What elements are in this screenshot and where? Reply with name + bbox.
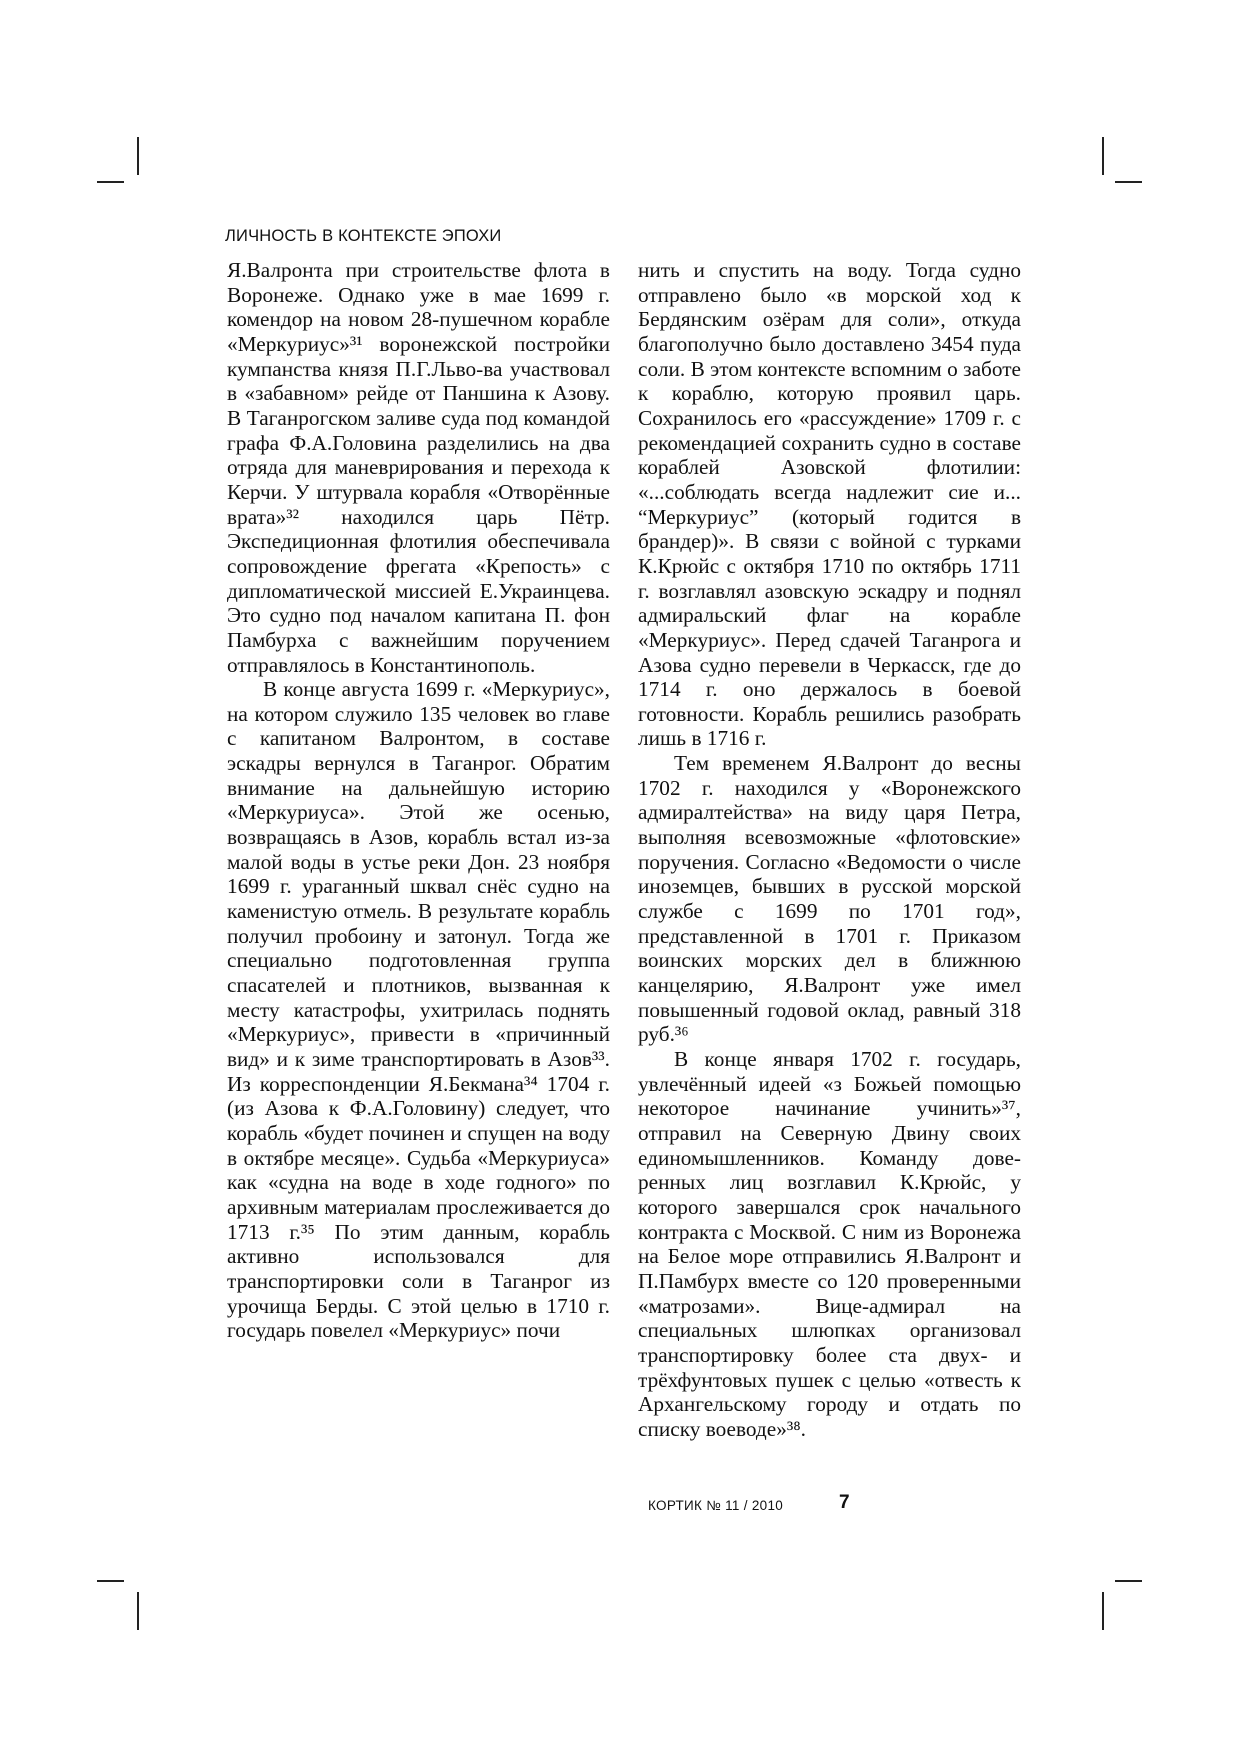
crop-mark-top-left-horizontal — [97, 181, 124, 183]
article-paragraph: В конце августа 1699 г. «Меркуриус», на котором служило 135 человек во главе с капитаном Валронтом, в составе эскадры вернулся в Таганрог. Обратим внимание на дальнейшую историю «Меркуриуса». Этой же осенью, возвращаясь в Азов, корабль встал из-за малой воды в устье реки Дон. 23 ноября 1699 г. ураганный шквал снёс судно на каменистую отмель. В результате корабль получил пробоину и затонул. Тогда же специально подготовленная группа спасателей и плотников, вызванная к месту катастрофы, ухитрилась поднять «Меркуриус», привести в «причинный вид» и к зиме транспортировать в Азов³³. Из корреспонденции Я.Бекмана³⁴ 1704 г. (из Азова к Ф.А.Головину) следует, что корабль «будет починен и спущен на воду в октябре месяце». Судьба «Меркуриуса» как «судна на воде в ходе годного» по архивным материалам прослеживается до 1713 г.³⁵ По этим данным, корабль активно использовался для транспортировки соли в Таганрог из урочища Берды. С этой целью в 1710 г. государь повелел «Меркуриус» почи — [227, 677, 610, 1343]
footer-magazine-issue: КОРТИК № 11 / 2010 — [648, 1498, 784, 1513]
crop-mark-bottom-right-horizontal — [1115, 1580, 1142, 1582]
article-column-right — [638, 258, 1021, 1442]
crop-mark-bottom-left-vertical — [137, 1592, 139, 1630]
page-number: 7 — [839, 1492, 850, 1513]
crop-mark-top-left-vertical — [137, 137, 139, 175]
crop-mark-top-right-vertical — [1102, 137, 1104, 175]
crop-mark-bottom-left-horizontal — [97, 1580, 124, 1582]
running-header: ЛИЧНОСТЬ В КОНТЕКСТЕ ЭПОХИ — [225, 227, 502, 245]
article-column-left — [227, 258, 610, 1343]
crop-mark-top-right-horizontal — [1115, 181, 1142, 183]
article-paragraph: В конце января 1702 г. государь, увлечённый идеей «з Божьей помощью некоторое начинание учинить»³⁷, отправил на Северную Двину своих единомышленников. Команду доверенных лиц возглавил К.Крюйс, у которого завершался срок начального контракта с Москвой. С ним из Воронежа на Белое море отправились Я.Валронт и П.Памбурх вместе со 120 проверенными «матрозами». Вице-адмирал на специальных шлюпках организовал транспортировку более ста двух- и трёхфунтовых пушек с целью «отвесть к Архангельскому городу и отдать по списку воеводе»³⁸. — [638, 1047, 1021, 1441]
article-paragraph: Я.Валронта при строительстве флота в Воронеже. Однако уже в мае 1699 г. комендор на новом 28-пушечном корабле «Меркуриус»³¹ воронежской постройки кумпанства князя П.Г.Льво-ва участвовал в «забавном» рейде от Паншина к Азову. В Таганрогском заливе суда под командой графа Ф.А.Головина разделились на два отряда для маневрирования и перехода к Керчи. У штурвала корабля «Отворённые врата»³² находился царь Пётр. Экспедиционная флотилия обеспечивала сопровождение фрегата «Крепость» с дипломатической миссией Е.Украинцева. Это судно под началом капитана П. фон Памбурха с важнейшим поручением отправлялось в Константинополь. — [227, 258, 610, 677]
article-paragraph: нить и спустить на воду. Тогда судно отправлено было «в морской ход к Бердянским озёрам для соли», откуда благополучно было доставлено 3454 пуда соли. В этом контексте вспомним о заботе к кораблю, которую проявил царь. Сохранилось его «рассуждение» 1709 г. с рекомендацией сохранить судно в составе кораблей Азовской флотилии: «...соблюдать всегда надлежит сие и... “Меркуриус” (который годится в брандер)». В связи с войной с турками К.Крюйс с октября 1710 по октябрь 1711 г. возглавлял азовскую эскадру и поднял адмиральский флаг на корабле «Меркуриус». Перед сдачей Таганрога и Азова судно перевели в Черкасск, где до 1714 г. оно держалось в боевой готовности. Корабль решились разобрать лишь в 1716 г. — [638, 258, 1021, 751]
article-paragraph: Тем временем Я.Валронт до весны 1702 г. находился у «Воронежского адмиралтейства» на виду царя Петра, выполняя всевозможные «флотовские» поручения. Согласно «Ведомости о числе иноземцев, бывших в русской морской службе с 1699 по 1701 год», представленной в 1701 г. Приказом воинских морских дел в ближнюю канцелярию, Я.Валронт уже имел повышенный годовой оклад, равный 318 руб.³⁶ — [638, 751, 1021, 1047]
crop-mark-bottom-right-vertical — [1102, 1592, 1104, 1630]
